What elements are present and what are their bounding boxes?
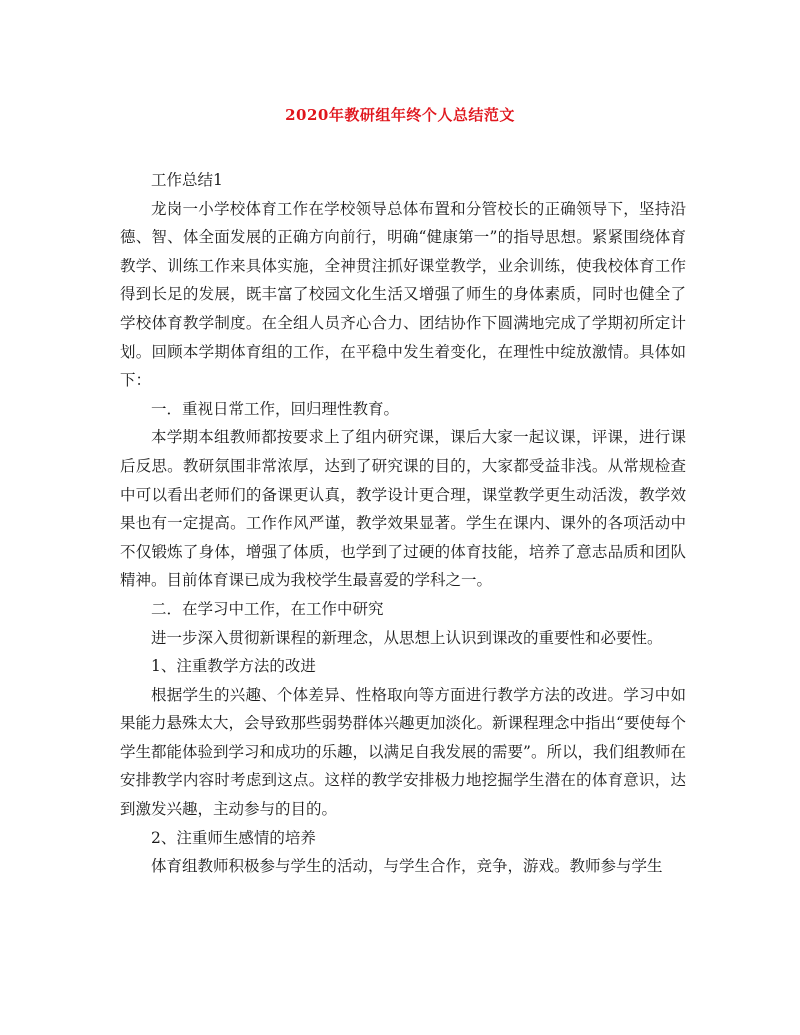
paragraph-new-curriculum: 进一步深入贯彻新课程的新理念，从思想上认识到课改的重要性和必要性。 [151, 628, 663, 647]
subheading-teacher-student: 2、注重师生感情的培养 [151, 828, 316, 847]
document-body [120, 166, 686, 881]
paragraph-heading-summary-1: 工作总结1 [151, 171, 223, 189]
paragraph-intro: 龙岗一小学校体育工作在学校领导总体布置和分管校长的正确领导下，坚持沿德、智、体全面发展的正确方向前行，明确“健康第一”的指导思想。紧紧围绕体育教学、训练工作来具体实施，全神贯注抓好课堂教学，业余训练，使我校体育工作得到长足的发展，既丰富了校园文化生活又增强了师生的身体素质，同时也健全了学校体育教学制度。在全组人员齐心合力、团结协作下圆满地完成了学期初所定计划。回顾本学期体育组的工作，在平稳中发生着变化，在理性中绽放激情。具体如下： [120, 199, 686, 390]
document-title: 2020年教研组年终个人总结范文 [285, 106, 515, 124]
section-heading-1: 一．重视日常工作，回归理性教育。 [151, 399, 400, 418]
paragraph-daily-work: 本学期本组教师都按要求上了组内研究课，课后大家一起议课，评课，进行课后反思。教研氛围非常浓厚，达到了研究课的目的，大家都受益非浅。从常规检查中可以看出老师们的备课更认真，教学设计更合理，课堂教学更生动活泼，教学效果也有一定提高。工作作风严谨，教学效果显著。学生在课内、课外的各项活动中不仅锻炼了身体，增强了体质，也学到了过硬的体育技能，培养了意志品质和团队精神。目前体育课已成为我校学生最喜爱的学科之一。 [120, 428, 686, 590]
section-heading-2: 二．在学习中工作，在工作中研究 [151, 599, 384, 618]
paragraph-teaching-methods: 根据学生的兴趣、个体差异、性格取向等方面进行教学方法的改进。学习中如果能力悬殊太大，会导致那些弱势群体兴趣更加淡化。新课程理念中指出“要使每个学生都能体验到学习和成功的乐趣，以满足自我发展的需要”。所以，我们组教师在安排教学内容时考虑到这点。这样的教学安排极力地挖掘学生潜在的体育意识，达到激发兴趣，主动参与的目的。 [120, 685, 686, 819]
paragraph-teacher-student: 体育组教师积极参与学生的活动，与学生合作，竞争，游戏。教师参与学生 [151, 857, 663, 876]
subheading-teaching-methods: 1、注重教学方法的改进 [151, 657, 316, 676]
